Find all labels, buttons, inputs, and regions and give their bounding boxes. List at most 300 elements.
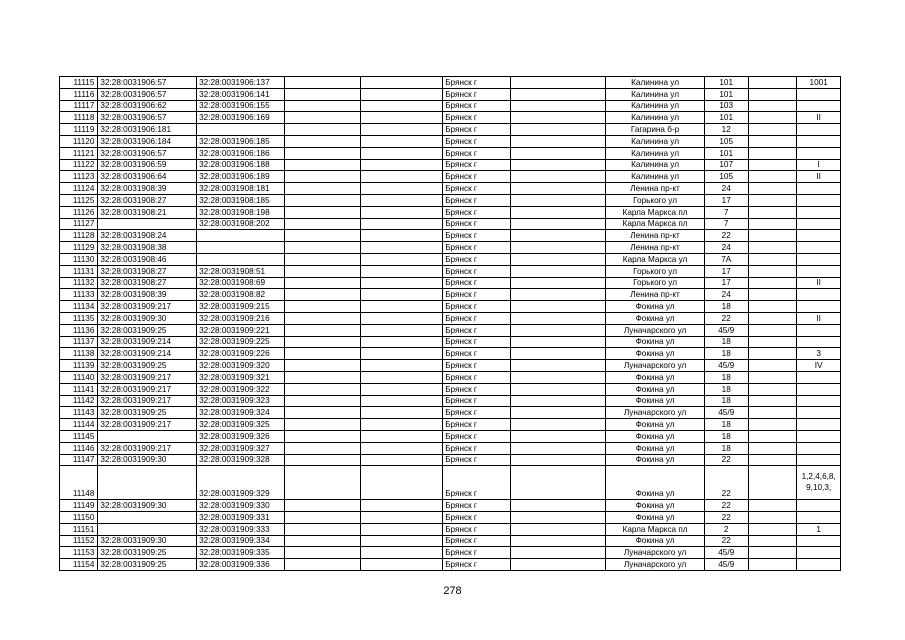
street-cell: Ленина пр-кт bbox=[606, 289, 705, 301]
unit-cell: IV bbox=[797, 360, 841, 372]
empty-cell bbox=[361, 277, 443, 289]
empty-cell bbox=[285, 135, 361, 147]
street-cell: Луначарского ул bbox=[606, 547, 705, 559]
city-cell: Брянск г bbox=[443, 289, 511, 301]
empty-cell bbox=[285, 77, 361, 89]
empty-cell bbox=[748, 407, 797, 419]
cadastral-parcel-cell: 32:28:0031909:25 bbox=[98, 547, 197, 559]
empty-cell bbox=[510, 312, 606, 324]
empty-cell bbox=[361, 289, 443, 301]
house-number-cell: 22 bbox=[704, 230, 748, 242]
table-row bbox=[60, 100, 841, 112]
row-number-cell: 11140 bbox=[60, 371, 98, 383]
city-cell: Брянск г bbox=[443, 547, 511, 559]
empty-cell bbox=[748, 360, 797, 372]
empty-cell bbox=[748, 336, 797, 348]
row-number-cell: 11151 bbox=[60, 523, 98, 535]
street-cell: Фокина ул bbox=[606, 371, 705, 383]
cadastral-object-cell bbox=[197, 253, 285, 265]
house-number-cell: 105 bbox=[704, 171, 748, 183]
house-number-cell: 18 bbox=[704, 419, 748, 431]
table-row bbox=[60, 159, 841, 171]
table-row bbox=[60, 206, 841, 218]
city-cell: Брянск г bbox=[443, 230, 511, 242]
row-number-cell: 11138 bbox=[60, 348, 98, 360]
empty-cell bbox=[285, 147, 361, 159]
empty-cell bbox=[748, 395, 797, 407]
empty-cell bbox=[748, 147, 797, 159]
cadastral-parcel-cell: 32:28:0031906:184 bbox=[98, 135, 197, 147]
empty-cell bbox=[510, 466, 606, 500]
empty-cell bbox=[510, 194, 606, 206]
cadastral-object-cell: 32:28:0031909:326 bbox=[197, 430, 285, 442]
cadastral-object-cell: 32:28:0031908:202 bbox=[197, 218, 285, 230]
city-cell: Брянск г bbox=[443, 206, 511, 218]
empty-cell bbox=[285, 512, 361, 524]
empty-cell bbox=[285, 336, 361, 348]
table-row bbox=[60, 253, 841, 265]
unit-cell bbox=[797, 147, 841, 159]
city-cell: Брянск г bbox=[443, 383, 511, 395]
cadastral-parcel-cell bbox=[98, 512, 197, 524]
city-cell: Брянск г bbox=[443, 348, 511, 360]
empty-cell bbox=[285, 124, 361, 136]
street-cell: Фокина ул bbox=[606, 301, 705, 313]
empty-cell bbox=[361, 159, 443, 171]
empty-cell bbox=[748, 442, 797, 454]
empty-cell bbox=[285, 312, 361, 324]
empty-cell bbox=[748, 559, 797, 571]
empty-cell bbox=[361, 312, 443, 324]
row-number-cell: 11150 bbox=[60, 512, 98, 524]
unit-cell bbox=[797, 206, 841, 218]
cadastral-parcel-cell: 32:28:0031908:46 bbox=[98, 253, 197, 265]
city-cell: Брянск г bbox=[443, 77, 511, 89]
cadastral-parcel-cell: 32:28:0031906:57 bbox=[98, 88, 197, 100]
street-cell: Ленина пр-кт bbox=[606, 230, 705, 242]
house-number-cell: 101 bbox=[704, 77, 748, 89]
street-cell: Фокина ул bbox=[606, 419, 705, 431]
empty-cell bbox=[285, 407, 361, 419]
row-number-cell: 11148 bbox=[60, 466, 98, 500]
cadastral-object-cell: 32:28:0031909:336 bbox=[197, 559, 285, 571]
city-cell: Брянск г bbox=[443, 265, 511, 277]
empty-cell bbox=[510, 135, 606, 147]
street-cell: Калинина ул bbox=[606, 159, 705, 171]
cadastral-parcel-cell bbox=[98, 466, 197, 500]
empty-cell bbox=[748, 183, 797, 195]
street-cell: Фокина ул bbox=[606, 466, 705, 500]
empty-cell bbox=[361, 253, 443, 265]
empty-cell bbox=[285, 301, 361, 313]
cadastral-parcel-cell bbox=[98, 430, 197, 442]
city-cell: Брянск г bbox=[443, 500, 511, 512]
table-row bbox=[60, 383, 841, 395]
cadastral-parcel-cell: 32:28:0031908:24 bbox=[98, 230, 197, 242]
table-row bbox=[60, 523, 841, 535]
unit-cell bbox=[797, 230, 841, 242]
empty-cell bbox=[285, 442, 361, 454]
unit-cell bbox=[797, 442, 841, 454]
empty-cell bbox=[361, 360, 443, 372]
table-row bbox=[60, 348, 841, 360]
row-number-cell: 11141 bbox=[60, 383, 98, 395]
empty-cell bbox=[748, 230, 797, 242]
empty-cell bbox=[748, 277, 797, 289]
empty-cell bbox=[510, 301, 606, 313]
unit-cell bbox=[797, 218, 841, 230]
street-cell: Горького ул bbox=[606, 194, 705, 206]
house-number-cell: 45/9 bbox=[704, 360, 748, 372]
cadastral-object-cell: 32:28:0031906:189 bbox=[197, 171, 285, 183]
table-row bbox=[60, 135, 841, 147]
cadastral-parcel-cell: 32:28:0031908:27 bbox=[98, 194, 197, 206]
empty-cell bbox=[510, 242, 606, 254]
empty-cell bbox=[510, 100, 606, 112]
table-row bbox=[60, 535, 841, 547]
table-row bbox=[60, 559, 841, 571]
unit-cell bbox=[797, 430, 841, 442]
cadastral-object-cell: 32:28:0031906:137 bbox=[197, 77, 285, 89]
empty-cell bbox=[510, 454, 606, 466]
row-number-cell: 11117 bbox=[60, 100, 98, 112]
street-cell: Карла Маркса пл bbox=[606, 218, 705, 230]
cadastral-object-cell: 32:28:0031906:155 bbox=[197, 100, 285, 112]
empty-cell bbox=[361, 419, 443, 431]
row-number-cell: 11147 bbox=[60, 454, 98, 466]
house-number-cell: 18 bbox=[704, 430, 748, 442]
house-number-cell: 18 bbox=[704, 301, 748, 313]
empty-cell bbox=[510, 324, 606, 336]
house-number-cell: 45/9 bbox=[704, 559, 748, 571]
unit-cell bbox=[797, 183, 841, 195]
empty-cell bbox=[285, 242, 361, 254]
empty-cell bbox=[285, 500, 361, 512]
empty-cell bbox=[510, 159, 606, 171]
table-row bbox=[60, 419, 841, 431]
table-row bbox=[60, 312, 841, 324]
house-number-cell: 101 bbox=[704, 147, 748, 159]
empty-cell bbox=[285, 371, 361, 383]
empty-cell bbox=[748, 430, 797, 442]
unit-cell bbox=[797, 535, 841, 547]
empty-cell bbox=[285, 360, 361, 372]
cadastral-object-cell: 32:28:0031908:198 bbox=[197, 206, 285, 218]
empty-cell bbox=[748, 383, 797, 395]
empty-cell bbox=[748, 242, 797, 254]
table-row bbox=[60, 265, 841, 277]
empty-cell bbox=[510, 500, 606, 512]
city-cell: Брянск г bbox=[443, 194, 511, 206]
cadastral-parcel-cell: 32:28:0031908:39 bbox=[98, 289, 197, 301]
empty-cell bbox=[361, 466, 443, 500]
empty-cell bbox=[285, 159, 361, 171]
empty-cell bbox=[748, 112, 797, 124]
city-cell: Брянск г bbox=[443, 100, 511, 112]
unit-cell: 3 bbox=[797, 348, 841, 360]
cadastral-parcel-cell: 32:28:0031909:25 bbox=[98, 407, 197, 419]
street-cell: Фокина ул bbox=[606, 454, 705, 466]
house-number-cell: 45/9 bbox=[704, 407, 748, 419]
house-number-cell: 18 bbox=[704, 371, 748, 383]
street-cell: Калинина ул bbox=[606, 100, 705, 112]
empty-cell bbox=[510, 430, 606, 442]
empty-cell bbox=[510, 419, 606, 431]
house-number-cell: 22 bbox=[704, 466, 748, 500]
cadastral-parcel-cell: 32:28:0031909:217 bbox=[98, 371, 197, 383]
table-row bbox=[60, 512, 841, 524]
house-number-cell: 22 bbox=[704, 312, 748, 324]
row-number-cell: 11125 bbox=[60, 194, 98, 206]
house-number-cell: 22 bbox=[704, 454, 748, 466]
cadastral-object-cell: 32:28:0031909:329 bbox=[197, 466, 285, 500]
table-row bbox=[60, 147, 841, 159]
table-row bbox=[60, 112, 841, 124]
row-number-cell: 11116 bbox=[60, 88, 98, 100]
empty-cell bbox=[510, 77, 606, 89]
empty-cell bbox=[361, 183, 443, 195]
cadastral-object-cell bbox=[197, 230, 285, 242]
table-row bbox=[60, 194, 841, 206]
empty-cell bbox=[361, 100, 443, 112]
house-number-cell: 22 bbox=[704, 500, 748, 512]
table-row bbox=[60, 324, 841, 336]
house-number-cell: 18 bbox=[704, 336, 748, 348]
row-number-cell: 11143 bbox=[60, 407, 98, 419]
cadastral-parcel-cell: 32:28:0031906:59 bbox=[98, 159, 197, 171]
unit-cell bbox=[797, 253, 841, 265]
city-cell: Брянск г bbox=[443, 430, 511, 442]
city-cell: Брянск г bbox=[443, 360, 511, 372]
table-body bbox=[60, 77, 841, 571]
unit-cell bbox=[797, 324, 841, 336]
empty-cell bbox=[361, 112, 443, 124]
street-cell: Калинина ул bbox=[606, 77, 705, 89]
table-row bbox=[60, 242, 841, 254]
empty-cell bbox=[361, 523, 443, 535]
row-number-cell: 11120 bbox=[60, 135, 98, 147]
empty-cell bbox=[361, 442, 443, 454]
empty-cell bbox=[285, 88, 361, 100]
table-row bbox=[60, 183, 841, 195]
cadastral-parcel-cell: 32:28:0031909:217 bbox=[98, 383, 197, 395]
city-cell: Брянск г bbox=[443, 407, 511, 419]
city-cell: Брянск г bbox=[443, 135, 511, 147]
empty-cell bbox=[361, 135, 443, 147]
row-number-cell: 11136 bbox=[60, 324, 98, 336]
cadastral-parcel-cell: 32:28:0031909:25 bbox=[98, 559, 197, 571]
table-row bbox=[60, 371, 841, 383]
empty-cell bbox=[510, 395, 606, 407]
empty-cell bbox=[748, 523, 797, 535]
street-cell: Карла Маркса пл bbox=[606, 206, 705, 218]
table-row bbox=[60, 171, 841, 183]
registry-table bbox=[59, 76, 841, 571]
unit-cell bbox=[797, 135, 841, 147]
unit-cell bbox=[797, 512, 841, 524]
unit-cell bbox=[797, 559, 841, 571]
empty-cell bbox=[510, 442, 606, 454]
city-cell: Брянск г bbox=[443, 466, 511, 500]
house-number-cell: 18 bbox=[704, 442, 748, 454]
empty-cell bbox=[748, 77, 797, 89]
cadastral-parcel-cell: 32:28:0031909:217 bbox=[98, 419, 197, 431]
unit-cell bbox=[797, 371, 841, 383]
house-number-cell: 18 bbox=[704, 348, 748, 360]
unit-cell bbox=[797, 100, 841, 112]
empty-cell bbox=[510, 230, 606, 242]
table-row bbox=[60, 454, 841, 466]
empty-cell bbox=[510, 124, 606, 136]
empty-cell bbox=[748, 253, 797, 265]
city-cell: Брянск г bbox=[443, 183, 511, 195]
cadastral-parcel-cell: 32:28:0031909:30 bbox=[98, 535, 197, 547]
empty-cell bbox=[748, 218, 797, 230]
empty-cell bbox=[510, 535, 606, 547]
street-cell: Карла Маркса ул bbox=[606, 253, 705, 265]
house-number-cell: 18 bbox=[704, 383, 748, 395]
empty-cell bbox=[510, 289, 606, 301]
row-number-cell: 11123 bbox=[60, 171, 98, 183]
empty-cell bbox=[285, 547, 361, 559]
unit-cell bbox=[797, 395, 841, 407]
empty-cell bbox=[361, 242, 443, 254]
house-number-cell: 101 bbox=[704, 88, 748, 100]
empty-cell bbox=[510, 336, 606, 348]
empty-cell bbox=[361, 348, 443, 360]
empty-cell bbox=[748, 348, 797, 360]
city-cell: Брянск г bbox=[443, 442, 511, 454]
empty-cell bbox=[510, 277, 606, 289]
cadastral-parcel-cell: 32:28:0031906:62 bbox=[98, 100, 197, 112]
cadastral-parcel-cell: 32:28:0031908:27 bbox=[98, 265, 197, 277]
house-number-cell: 2 bbox=[704, 523, 748, 535]
city-cell: Брянск г bbox=[443, 124, 511, 136]
row-number-cell: 11128 bbox=[60, 230, 98, 242]
empty-cell bbox=[285, 230, 361, 242]
street-cell: Калинина ул bbox=[606, 88, 705, 100]
street-cell: Фокина ул bbox=[606, 395, 705, 407]
cadastral-object-cell: 32:28:0031906:169 bbox=[197, 112, 285, 124]
cadastral-parcel-cell: 32:28:0031906:64 bbox=[98, 171, 197, 183]
house-number-cell: 17 bbox=[704, 277, 748, 289]
empty-cell bbox=[285, 419, 361, 431]
unit-cell: II bbox=[797, 277, 841, 289]
empty-cell bbox=[748, 100, 797, 112]
street-cell: Ленина пр-кт bbox=[606, 242, 705, 254]
empty-cell bbox=[285, 218, 361, 230]
street-cell: Фокина ул bbox=[606, 535, 705, 547]
empty-cell bbox=[285, 265, 361, 277]
street-cell: Фокина ул bbox=[606, 442, 705, 454]
empty-cell bbox=[285, 395, 361, 407]
empty-cell bbox=[510, 147, 606, 159]
street-cell: Луначарского ул bbox=[606, 360, 705, 372]
cadastral-object-cell: 32:28:0031909:321 bbox=[197, 371, 285, 383]
empty-cell bbox=[285, 183, 361, 195]
row-number-cell: 11127 bbox=[60, 218, 98, 230]
empty-cell bbox=[510, 547, 606, 559]
house-number-cell: 17 bbox=[704, 265, 748, 277]
empty-cell bbox=[361, 147, 443, 159]
row-number-cell: 11126 bbox=[60, 206, 98, 218]
house-number-cell: 24 bbox=[704, 183, 748, 195]
table-row bbox=[60, 218, 841, 230]
empty-cell bbox=[510, 407, 606, 419]
city-cell: Брянск г bbox=[443, 336, 511, 348]
empty-cell bbox=[510, 383, 606, 395]
table-row bbox=[60, 289, 841, 301]
empty-cell bbox=[285, 324, 361, 336]
city-cell: Брянск г bbox=[443, 324, 511, 336]
cadastral-object-cell: 32:28:0031909:322 bbox=[197, 383, 285, 395]
cadastral-object-cell: 32:28:0031909:226 bbox=[197, 348, 285, 360]
cadastral-object-cell: 32:28:0031906:141 bbox=[197, 88, 285, 100]
street-cell: Фокина ул bbox=[606, 312, 705, 324]
city-cell: Брянск г bbox=[443, 512, 511, 524]
empty-cell bbox=[361, 206, 443, 218]
empty-cell bbox=[748, 535, 797, 547]
empty-cell bbox=[361, 77, 443, 89]
empty-cell bbox=[748, 159, 797, 171]
row-number-cell: 11139 bbox=[60, 360, 98, 372]
street-cell: Калинина ул bbox=[606, 135, 705, 147]
cadastral-parcel-cell: 32:28:0031909:30 bbox=[98, 500, 197, 512]
row-number-cell: 11133 bbox=[60, 289, 98, 301]
city-cell: Брянск г bbox=[443, 171, 511, 183]
empty-cell bbox=[510, 171, 606, 183]
empty-cell bbox=[510, 112, 606, 124]
unit-cell bbox=[797, 242, 841, 254]
cadastral-object-cell: 32:28:0031908:181 bbox=[197, 183, 285, 195]
cadastral-object-cell: 32:28:0031909:330 bbox=[197, 500, 285, 512]
empty-cell bbox=[510, 512, 606, 524]
row-number-cell: 11154 bbox=[60, 559, 98, 571]
cadastral-parcel-cell: 32:28:0031909:30 bbox=[98, 454, 197, 466]
city-cell: Брянск г bbox=[443, 218, 511, 230]
city-cell: Брянск г bbox=[443, 88, 511, 100]
row-number-cell: 11132 bbox=[60, 277, 98, 289]
table-row bbox=[60, 547, 841, 559]
empty-cell bbox=[361, 512, 443, 524]
empty-cell bbox=[748, 265, 797, 277]
empty-cell bbox=[748, 466, 797, 500]
empty-cell bbox=[748, 88, 797, 100]
empty-cell bbox=[748, 171, 797, 183]
empty-cell bbox=[361, 383, 443, 395]
house-number-cell: 7А bbox=[704, 253, 748, 265]
empty-cell bbox=[285, 383, 361, 395]
street-cell: Фокина ул bbox=[606, 348, 705, 360]
house-number-cell: 107 bbox=[704, 159, 748, 171]
row-number-cell: 11122 bbox=[60, 159, 98, 171]
empty-cell bbox=[748, 124, 797, 136]
row-number-cell: 11135 bbox=[60, 312, 98, 324]
cadastral-parcel-cell: 32:28:0031908:38 bbox=[98, 242, 197, 254]
cadastral-object-cell: 32:28:0031909:225 bbox=[197, 336, 285, 348]
empty-cell bbox=[361, 230, 443, 242]
empty-cell bbox=[285, 289, 361, 301]
empty-cell bbox=[285, 171, 361, 183]
cadastral-object-cell: 32:28:0031908:82 bbox=[197, 289, 285, 301]
cadastral-object-cell: 32:28:0031909:216 bbox=[197, 312, 285, 324]
street-cell: Калинина ул bbox=[606, 112, 705, 124]
cadastral-object-cell bbox=[197, 242, 285, 254]
cadastral-parcel-cell: 32:28:0031909:214 bbox=[98, 348, 197, 360]
cadastral-parcel-cell: 32:28:0031909:217 bbox=[98, 395, 197, 407]
row-number-cell: 11152 bbox=[60, 535, 98, 547]
table-row bbox=[60, 360, 841, 372]
